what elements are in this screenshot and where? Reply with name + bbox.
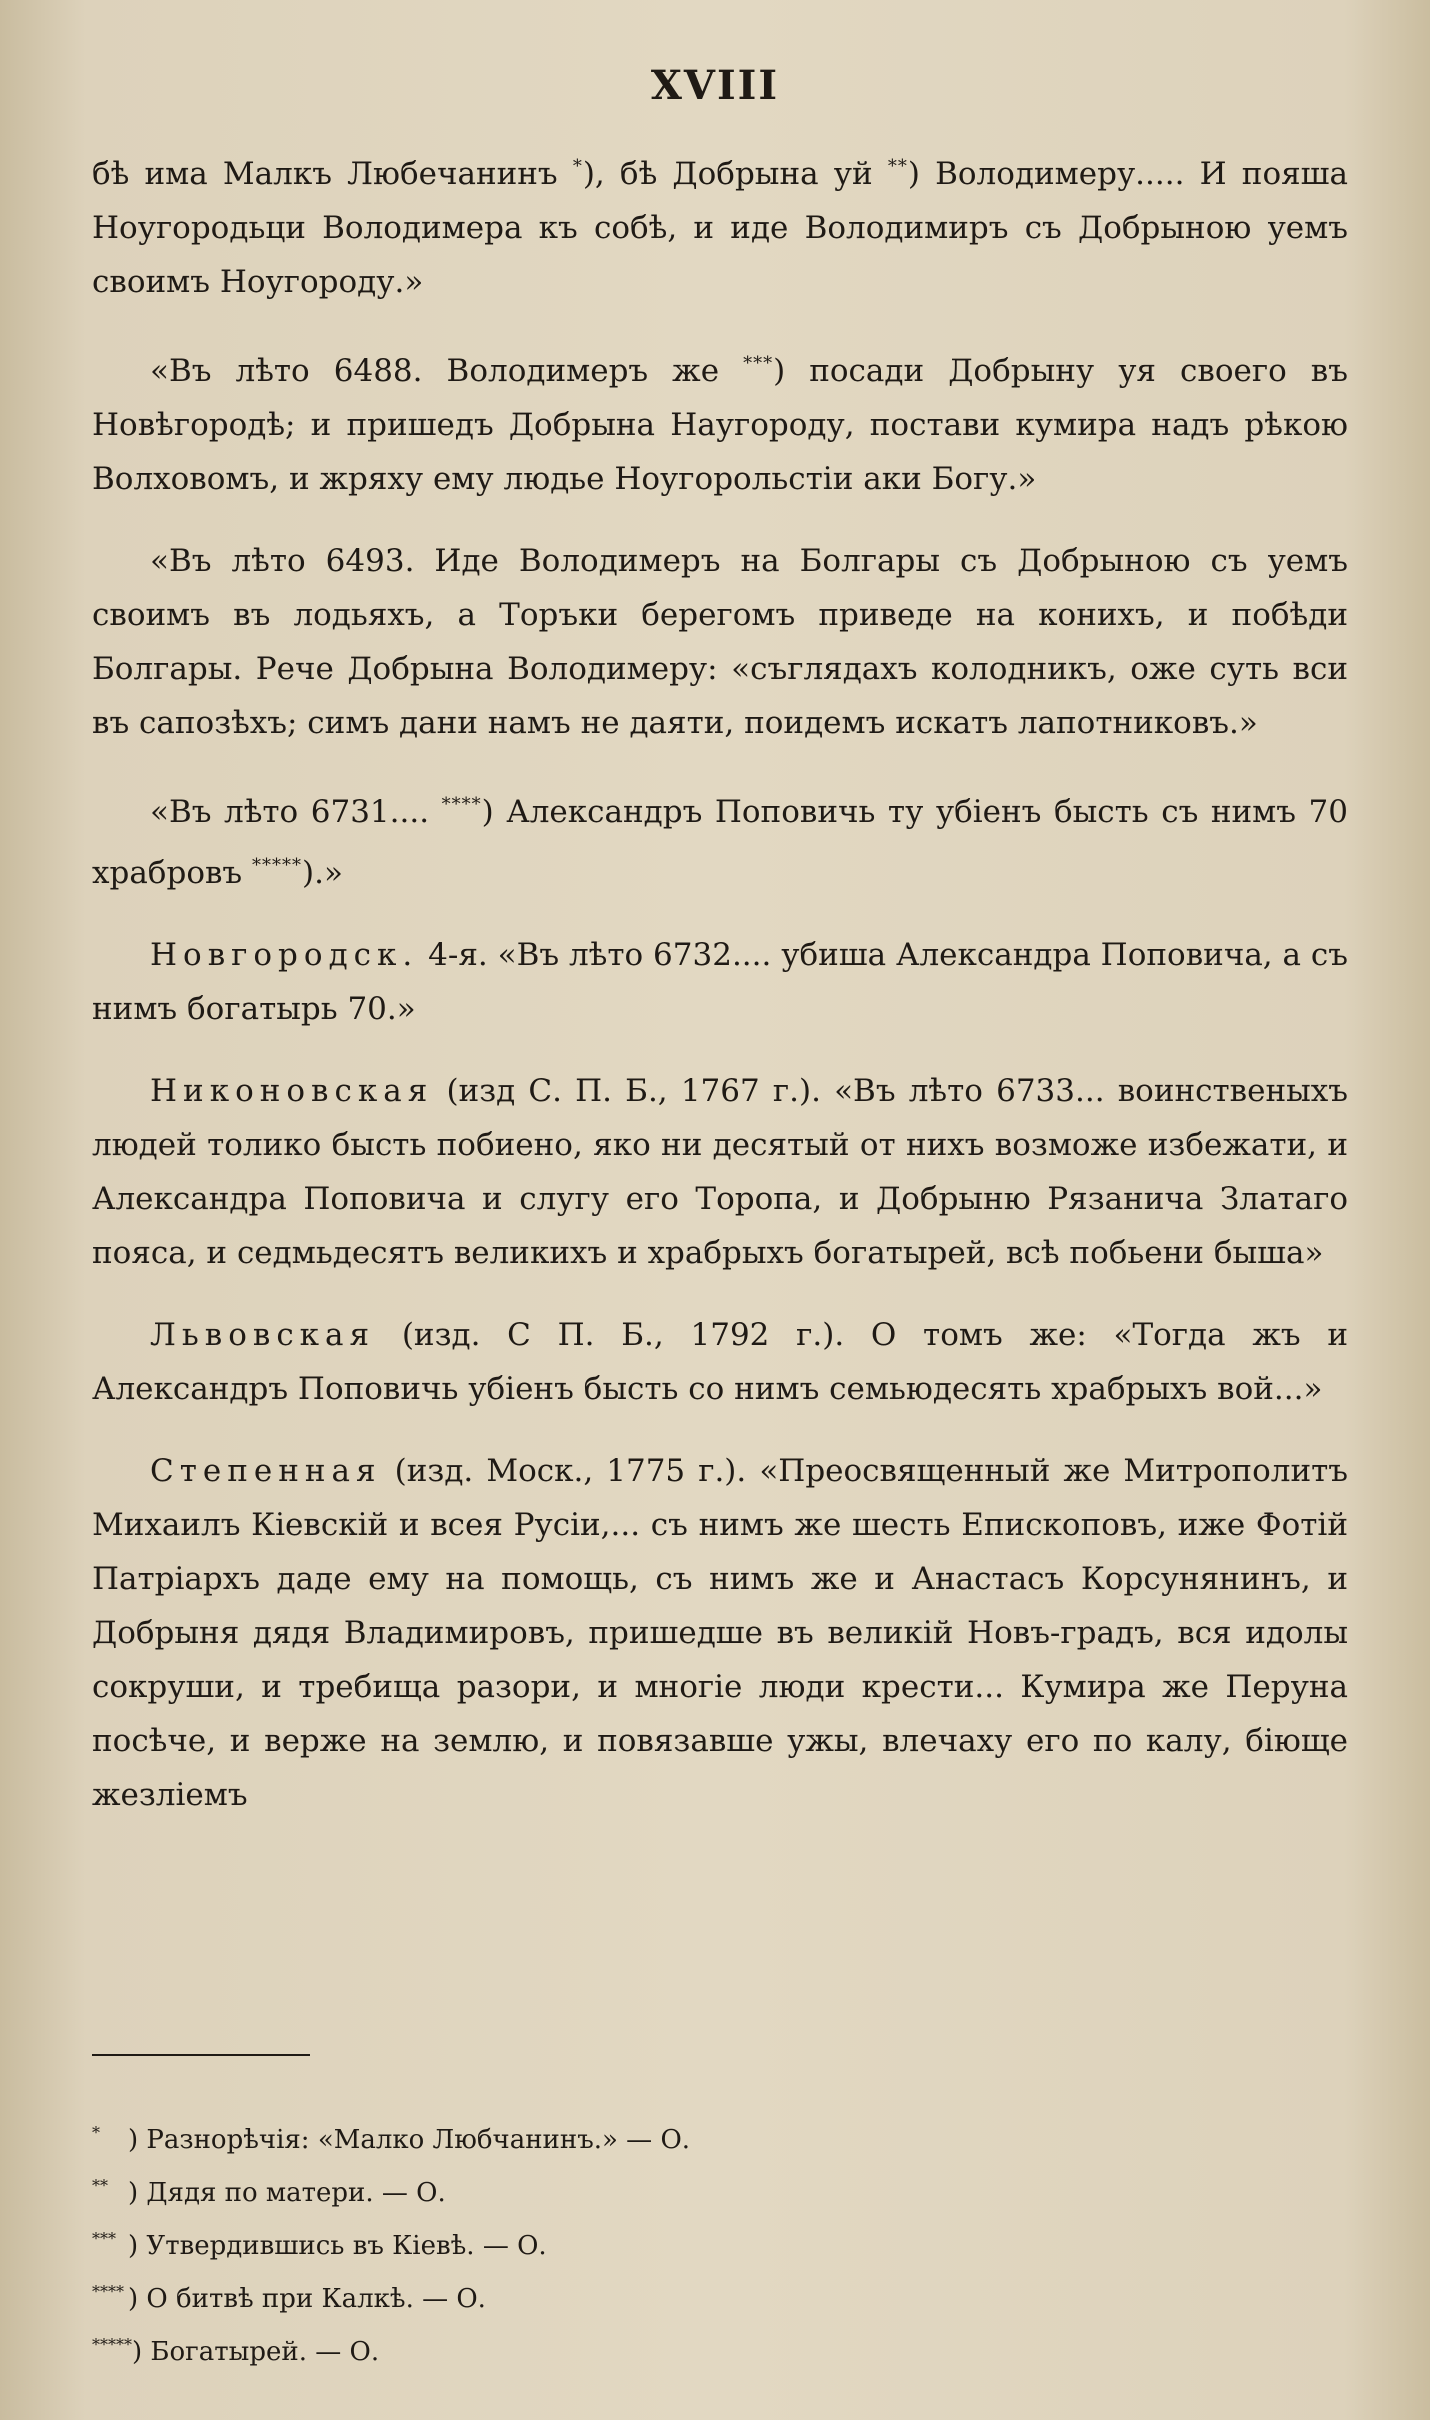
paragraph-1 xyxy=(92,140,1348,309)
footnote-separator-line xyxy=(92,2054,310,2056)
text-segment: ) Александръ Поповичь ту убіенъ бысть съ нимъ 70 храбровъ xyxy=(92,794,1348,891)
paragraph-6 xyxy=(92,1064,1348,1280)
footnote-item xyxy=(92,2110,1348,2163)
footnote-reference: ***** xyxy=(252,855,303,876)
paragraph-3 xyxy=(92,534,1348,750)
footnote-text: ) Дядя по матери. — О. xyxy=(128,2178,446,2208)
footnote-reference: * xyxy=(572,156,583,177)
text-segment: (изд. Моск., 1775 г.). «Преосвященный же Митрополитъ Михаилъ Кіевскій и всея Русіи,... съ нимъ же шесть Епископовъ, иже Фотій Патріархъ даде ему на помощь, съ нимъ же и Анастасъ Корсунянинъ, и Добрыня дядя Владимировъ, пришедше въ великій Новъ-градъ, вся идолы сокруши, и требища разори, и многіе люди крести... Кумира же Перуна посѣче, и верже на землю, и повязавше ужы, влечаху его по калу, біюще жезліемъ xyxy=(92,1453,1348,1813)
footnote-symbol: * xyxy=(92,2123,100,2142)
main-text xyxy=(92,140,1348,1850)
chronicle-name: Никоновская xyxy=(150,1073,434,1109)
chronicle-name: Львовская xyxy=(150,1317,376,1353)
text-segment: (изд С. П. Б., 1767 г.). «Въ лѣто 6733... воинственыхъ людей толико бысть побиено, яко ни десятый от нихъ возможе избежати, и Александра Поповича и слугу его Торопа, и Добрыню Рязанича Златаго пояса, и седмьдесятъ великихъ и храбрыхъ богатырей, всѣ побьени быша» xyxy=(92,1073,1348,1271)
text-segment: «Въ лѣто 6493. Иде Володимеръ на Болгары съ Добрыною съ уемъ своимъ въ лодьяхъ, а Торъки берегомъ приведе на конихъ, и побѣди Болгары. Рече Добрына Володимеру: «съглядахъ колодникъ, оже суть вси въ сапозѣхъ; симъ дани намъ не даяти, поидемъ искатъ лапотниковъ.» xyxy=(92,543,1348,741)
footnote-text: ) Богатырей. — О. xyxy=(132,2337,380,2367)
footnote-symbol: **** xyxy=(92,2282,124,2301)
text-segment: ) Володимеру..... И пояша Ноугородьци Володимера къ собѣ, и иде Володимиръ съ Добрыною уемъ своимъ Ноугороду.» xyxy=(92,156,1348,300)
footnote-text: ) Утвердившись въ Кіевѣ. — О. xyxy=(128,2231,547,2261)
footnote-text: ) Разнорѣчія: «Малко Любчанинъ.» — О. xyxy=(128,2125,691,2155)
text-segment: «Въ лѣто 6731.... xyxy=(150,794,442,830)
paragraph-4 xyxy=(92,778,1348,900)
footnote-text: ) О битвѣ при Калкѣ. — О. xyxy=(128,2284,486,2314)
text-segment: (изд. С П. Б., 1792 г.). О томъ же: «Тогда жъ и Александръ Поповичь убіенъ бысть со нимъ семьюдесять храбрыхъ вой...» xyxy=(92,1317,1348,1407)
text-segment: ), бѣ Добрына уй xyxy=(582,156,888,192)
paragraph-5 xyxy=(92,928,1348,1036)
page-number: XVIII xyxy=(650,62,780,109)
paragraph-2 xyxy=(92,337,1348,506)
text-segment: «Въ лѣто 6488. Володимеръ же xyxy=(150,353,744,389)
footnote-symbol: ***** xyxy=(92,2335,132,2354)
footnote-symbol: *** xyxy=(92,2229,116,2248)
text-segment: бѣ има Малкъ Любечанинъ xyxy=(92,156,573,192)
text-segment: ) посади Добрыну уя своего въ Новѣгородѣ; и пришедъ Добрына Наугороду, постави кумира надъ рѣкою Волховомъ, и жряху ему людье Ноугорольстіи аки Богу.» xyxy=(92,353,1348,497)
chronicle-name: Степенная xyxy=(150,1453,382,1489)
footnote-reference: **** xyxy=(441,794,482,815)
chronicle-name: Новгородск. xyxy=(150,937,419,973)
footnote-reference: *** xyxy=(743,353,774,374)
footnote-symbol: ** xyxy=(92,2176,108,2195)
footnote-reference: ** xyxy=(887,156,908,177)
footnote-item xyxy=(92,2216,1348,2269)
footnote-item xyxy=(92,2163,1348,2216)
footnote-item xyxy=(92,2322,1348,2375)
text-segment: ).» xyxy=(302,855,343,891)
text-segment: 4-я. «Въ лѣто 6732.... убиша Александра Поповича, а съ нимъ богатырь 70.» xyxy=(92,937,1348,1027)
footnote-item xyxy=(92,2269,1348,2322)
footnotes xyxy=(92,2110,1348,2375)
paragraph-8 xyxy=(92,1444,1348,1822)
paragraph-7 xyxy=(92,1308,1348,1416)
